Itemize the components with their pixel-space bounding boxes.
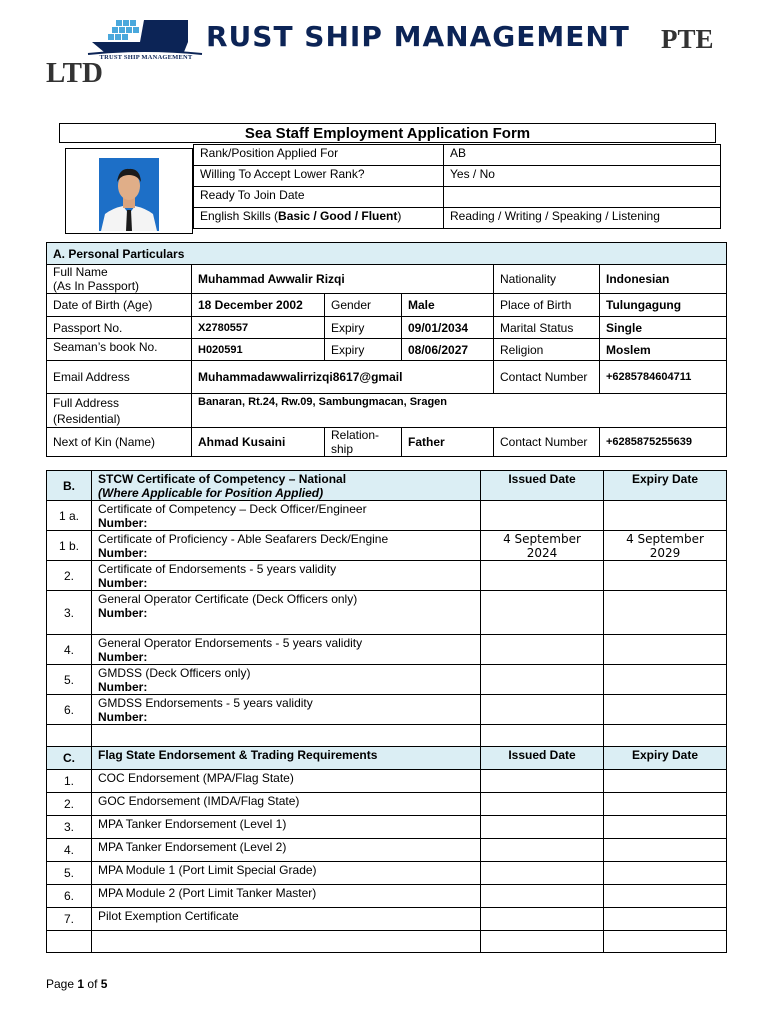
address-label bbox=[47, 394, 192, 428]
issued-date[interactable] bbox=[481, 839, 604, 862]
english-skills-label bbox=[194, 208, 444, 229]
row-number: 3. bbox=[47, 816, 92, 839]
number-label: Number: bbox=[98, 546, 148, 560]
issued-date[interactable] bbox=[481, 816, 604, 839]
expiry-date[interactable] bbox=[604, 885, 727, 908]
passport-label: Passport No. bbox=[47, 317, 192, 339]
table-row bbox=[47, 294, 727, 317]
join-date-label: Ready To Join Date bbox=[194, 187, 444, 208]
company-name: RUST SHIP MANAGEMENT bbox=[206, 20, 630, 53]
next-of-kin-label: Next of Kin (Name) bbox=[47, 428, 192, 457]
applicant-photo bbox=[99, 158, 159, 231]
table-row bbox=[47, 725, 727, 747]
contact-label: Contact Number bbox=[494, 361, 600, 394]
table-row bbox=[194, 208, 721, 229]
form-title: Sea Staff Employment Application Form bbox=[59, 123, 716, 143]
table-row bbox=[194, 166, 721, 187]
email-label: Email Address bbox=[47, 361, 192, 394]
number-label: Number: bbox=[98, 606, 148, 620]
religion-value[interactable]: Moslem bbox=[600, 339, 727, 361]
expiry-date[interactable] bbox=[604, 635, 727, 665]
number-label: Number: bbox=[98, 680, 148, 694]
passport-value[interactable]: X2780557 bbox=[192, 317, 325, 339]
table-row bbox=[47, 816, 727, 839]
row-number: 7. bbox=[47, 908, 92, 931]
expiry-date[interactable] bbox=[604, 793, 727, 816]
table-row bbox=[47, 265, 727, 294]
section-b-rows bbox=[47, 501, 727, 725]
english-label-post: ) bbox=[397, 209, 402, 223]
kin-contact-label: Contact Number bbox=[494, 428, 600, 457]
seaman-expiry-label: Expiry bbox=[325, 339, 402, 361]
dob-value[interactable]: 18 December 2002 bbox=[192, 294, 325, 317]
number-label: Number: bbox=[98, 576, 148, 590]
row-number: 2. bbox=[47, 561, 92, 591]
issued-date[interactable] bbox=[481, 591, 604, 635]
company-suffix-ltd: LTD bbox=[46, 57, 103, 86]
nationality-value[interactable]: Indonesian bbox=[600, 265, 727, 294]
blank-cell bbox=[481, 931, 604, 953]
section-b-title-line2: (Where Applicable for Position Applied) bbox=[98, 486, 324, 500]
issued-date[interactable] bbox=[481, 908, 604, 931]
relationship-label-line2: ship bbox=[331, 442, 354, 456]
nationality-label: Nationality bbox=[494, 265, 600, 294]
row-number: 4. bbox=[47, 839, 92, 862]
english-label-pre: English Skills ( bbox=[200, 209, 279, 223]
english-skills-value[interactable]: Reading / Writing / Speaking / Listening bbox=[444, 208, 721, 229]
section-b-issued-header: Issued Date bbox=[481, 471, 604, 501]
endorsement-name: Pilot Exemption Certificate bbox=[92, 908, 481, 931]
table-row bbox=[47, 531, 727, 561]
row-number: 5. bbox=[47, 862, 92, 885]
certificate-name bbox=[92, 591, 481, 635]
table-row bbox=[47, 339, 727, 361]
company-suffix-pte: PTE bbox=[661, 24, 714, 54]
lower-rank-label: Willing To Accept Lower Rank? bbox=[194, 166, 444, 187]
certificate-name bbox=[92, 635, 481, 665]
certificate-title: GMDSS Endorsements - 5 years validity bbox=[98, 696, 313, 710]
expiry-date[interactable] bbox=[604, 839, 727, 862]
blank-cell bbox=[604, 725, 727, 747]
section-c-letter: C. bbox=[47, 747, 92, 770]
row-number: 2. bbox=[47, 793, 92, 816]
table-row bbox=[47, 665, 727, 695]
blank-cell bbox=[47, 931, 92, 953]
issued-date[interactable] bbox=[481, 501, 604, 531]
certificate-title: General Operator Endorsements - 5 years validity bbox=[98, 636, 363, 650]
table-row bbox=[47, 862, 727, 885]
row-number: 4. bbox=[47, 635, 92, 665]
blank-cell bbox=[604, 931, 727, 953]
section-b-title-line1: STCW Certificate of Competency – National bbox=[98, 472, 347, 486]
rank-value[interactable]: AB bbox=[444, 145, 721, 166]
table-row bbox=[47, 394, 727, 428]
gender-value[interactable]: Male bbox=[402, 294, 494, 317]
table-row bbox=[47, 501, 727, 531]
next-of-kin-value[interactable]: Ahmad Kusaini bbox=[192, 428, 325, 457]
table-row bbox=[194, 187, 721, 208]
table-row bbox=[47, 243, 727, 265]
page-current: 1 bbox=[77, 977, 85, 991]
table-row bbox=[47, 839, 727, 862]
certificate-title: Certificate of Competency – Deck Officer/Engineer bbox=[98, 502, 367, 516]
expiry-date[interactable] bbox=[604, 501, 727, 531]
endorsement-name: MPA Module 1 (Port Limit Special Grade) bbox=[92, 862, 481, 885]
certificate-name bbox=[92, 665, 481, 695]
join-date-value[interactable] bbox=[444, 187, 721, 208]
religion-label: Religion bbox=[494, 339, 600, 361]
seaman-expiry-value[interactable]: 08/06/2027 bbox=[402, 339, 494, 361]
table-row bbox=[47, 317, 727, 339]
table-row bbox=[47, 428, 727, 457]
english-label-bold: Basic / Good / Fluent bbox=[278, 209, 398, 223]
issued-date[interactable] bbox=[481, 862, 604, 885]
expiry-date[interactable] bbox=[604, 561, 727, 591]
lower-rank-value[interactable]: Yes / No bbox=[444, 166, 721, 187]
issued-date[interactable] bbox=[481, 770, 604, 793]
expiry-date[interactable] bbox=[604, 591, 727, 635]
row-number: 3. bbox=[47, 591, 92, 635]
number-label: Number: bbox=[98, 650, 148, 664]
expiry-date[interactable] bbox=[604, 816, 727, 839]
address-value[interactable]: Banaran, Rt.24, Rw.09, Sambungmacan, Sragen bbox=[192, 394, 727, 428]
blank-cell bbox=[481, 725, 604, 747]
table-row bbox=[47, 908, 727, 931]
certificate-name bbox=[92, 695, 481, 725]
table-row bbox=[47, 793, 727, 816]
table-row bbox=[194, 145, 721, 166]
pob-label: Place of Birth bbox=[494, 294, 600, 317]
certificate-name bbox=[92, 531, 481, 561]
expiry-date[interactable]: 4 September 2029 bbox=[604, 531, 727, 561]
section-b-letter: B. bbox=[47, 471, 92, 501]
issued-date[interactable] bbox=[481, 885, 604, 908]
marital-label: Marital Status bbox=[494, 317, 600, 339]
logo-text: TRUST SHIP MANAGEMENT bbox=[99, 54, 193, 61]
expiry-date[interactable] bbox=[604, 665, 727, 695]
row-number: 1 b. bbox=[47, 531, 92, 561]
pob-value[interactable]: Tulungagung bbox=[600, 294, 727, 317]
full-name-label bbox=[47, 265, 192, 294]
table-row bbox=[47, 770, 727, 793]
row-number: 1. bbox=[47, 770, 92, 793]
certificate-title: General Operator Certificate (Deck Officers only) bbox=[98, 592, 358, 606]
table-row bbox=[47, 561, 727, 591]
relationship-label-line1: Relation- bbox=[331, 428, 380, 442]
passport-expiry-value[interactable]: 09/01/2034 bbox=[402, 317, 494, 339]
section-c-rows bbox=[47, 770, 727, 931]
certificates-table bbox=[46, 470, 727, 953]
section-b-title bbox=[92, 471, 481, 501]
address-label-line1: Full Address bbox=[53, 395, 120, 410]
row-number: 5. bbox=[47, 665, 92, 695]
page-number bbox=[46, 977, 107, 991]
issued-date[interactable] bbox=[481, 793, 604, 816]
table-row bbox=[47, 591, 727, 635]
full-name-value[interactable]: Muhammad Awwalir Rizqi bbox=[192, 265, 494, 294]
issued-date[interactable]: 4 September 2024 bbox=[481, 531, 604, 561]
row-number: 6. bbox=[47, 695, 92, 725]
expiry-date[interactable] bbox=[604, 908, 727, 931]
number-label: Number: bbox=[98, 516, 148, 530]
marital-value[interactable]: Single bbox=[600, 317, 727, 339]
blank-cell bbox=[92, 931, 481, 953]
endorsement-name: COC Endorsement (MPA/Flag State) bbox=[92, 770, 481, 793]
of-word: of bbox=[87, 977, 98, 991]
expiry-date[interactable] bbox=[604, 695, 727, 725]
expiry-date[interactable] bbox=[604, 862, 727, 885]
table-row bbox=[47, 695, 727, 725]
table-row bbox=[47, 361, 727, 394]
endorsement-name: GOC Endorsement (IMDA/Flag State) bbox=[92, 793, 481, 816]
page-total: 5 bbox=[100, 977, 108, 991]
certificate-title: Certificate of Proficiency - Able Seafarers Deck/Engine bbox=[98, 532, 389, 546]
section-c-title: Flag State Endorsement & Trading Requirements bbox=[92, 747, 481, 770]
section-a-title: A. Personal Particulars bbox=[47, 243, 727, 265]
certificate-name bbox=[92, 561, 481, 591]
full-name-label-line2: (As In Passport) bbox=[53, 279, 140, 293]
table-row bbox=[47, 885, 727, 908]
section-c-expiry-header: Expiry Date bbox=[604, 747, 727, 770]
seaman-book-label: Seaman’s book No. bbox=[47, 339, 192, 361]
address-label-line2: (Residential) bbox=[53, 411, 121, 426]
issued-date[interactable] bbox=[481, 635, 604, 665]
section-c-issued-header: Issued Date bbox=[481, 747, 604, 770]
personal-particulars-table bbox=[46, 242, 727, 457]
relationship-value[interactable]: Father bbox=[402, 428, 494, 457]
certificate-title: GMDSS (Deck Officers only) bbox=[98, 666, 251, 680]
page-word: Page bbox=[46, 977, 75, 991]
expiry-date[interactable] bbox=[604, 770, 727, 793]
issued-date[interactable] bbox=[481, 695, 604, 725]
table-row bbox=[47, 931, 727, 953]
issued-date[interactable] bbox=[481, 561, 604, 591]
endorsement-name: MPA Tanker Endorsement (Level 1) bbox=[92, 816, 481, 839]
email-value[interactable]: Muhammadawwalirrizqi8617@gmail bbox=[192, 361, 494, 394]
table-row bbox=[47, 747, 727, 770]
gender-label: Gender bbox=[325, 294, 402, 317]
table-row bbox=[47, 471, 727, 501]
contact-value[interactable]: +6285784604711 bbox=[600, 361, 727, 394]
certificate-name bbox=[92, 501, 481, 531]
seaman-book-value[interactable]: H020591 bbox=[192, 339, 325, 361]
blank-cell bbox=[47, 725, 92, 747]
application-table bbox=[193, 144, 721, 229]
kin-contact-value[interactable]: +6285875255639 bbox=[600, 428, 727, 457]
endorsement-name: MPA Tanker Endorsement (Level 2) bbox=[92, 839, 481, 862]
table-row bbox=[47, 635, 727, 665]
row-number: 1 a. bbox=[47, 501, 92, 531]
blank-cell bbox=[92, 725, 481, 747]
full-name-label-line1: Full Name bbox=[53, 265, 108, 279]
number-label: Number: bbox=[98, 710, 148, 724]
issued-date[interactable] bbox=[481, 665, 604, 695]
rank-label: Rank/Position Applied For bbox=[194, 145, 444, 166]
endorsement-name: MPA Module 2 (Port Limit Tanker Master) bbox=[92, 885, 481, 908]
dob-label: Date of Birth (Age) bbox=[47, 294, 192, 317]
section-b-expiry-header: Expiry Date bbox=[604, 471, 727, 501]
passport-expiry-label: Expiry bbox=[325, 317, 402, 339]
certificate-title: Certificate of Endorsements - 5 years validity bbox=[98, 562, 337, 576]
relationship-label bbox=[325, 428, 402, 457]
row-number: 6. bbox=[47, 885, 92, 908]
